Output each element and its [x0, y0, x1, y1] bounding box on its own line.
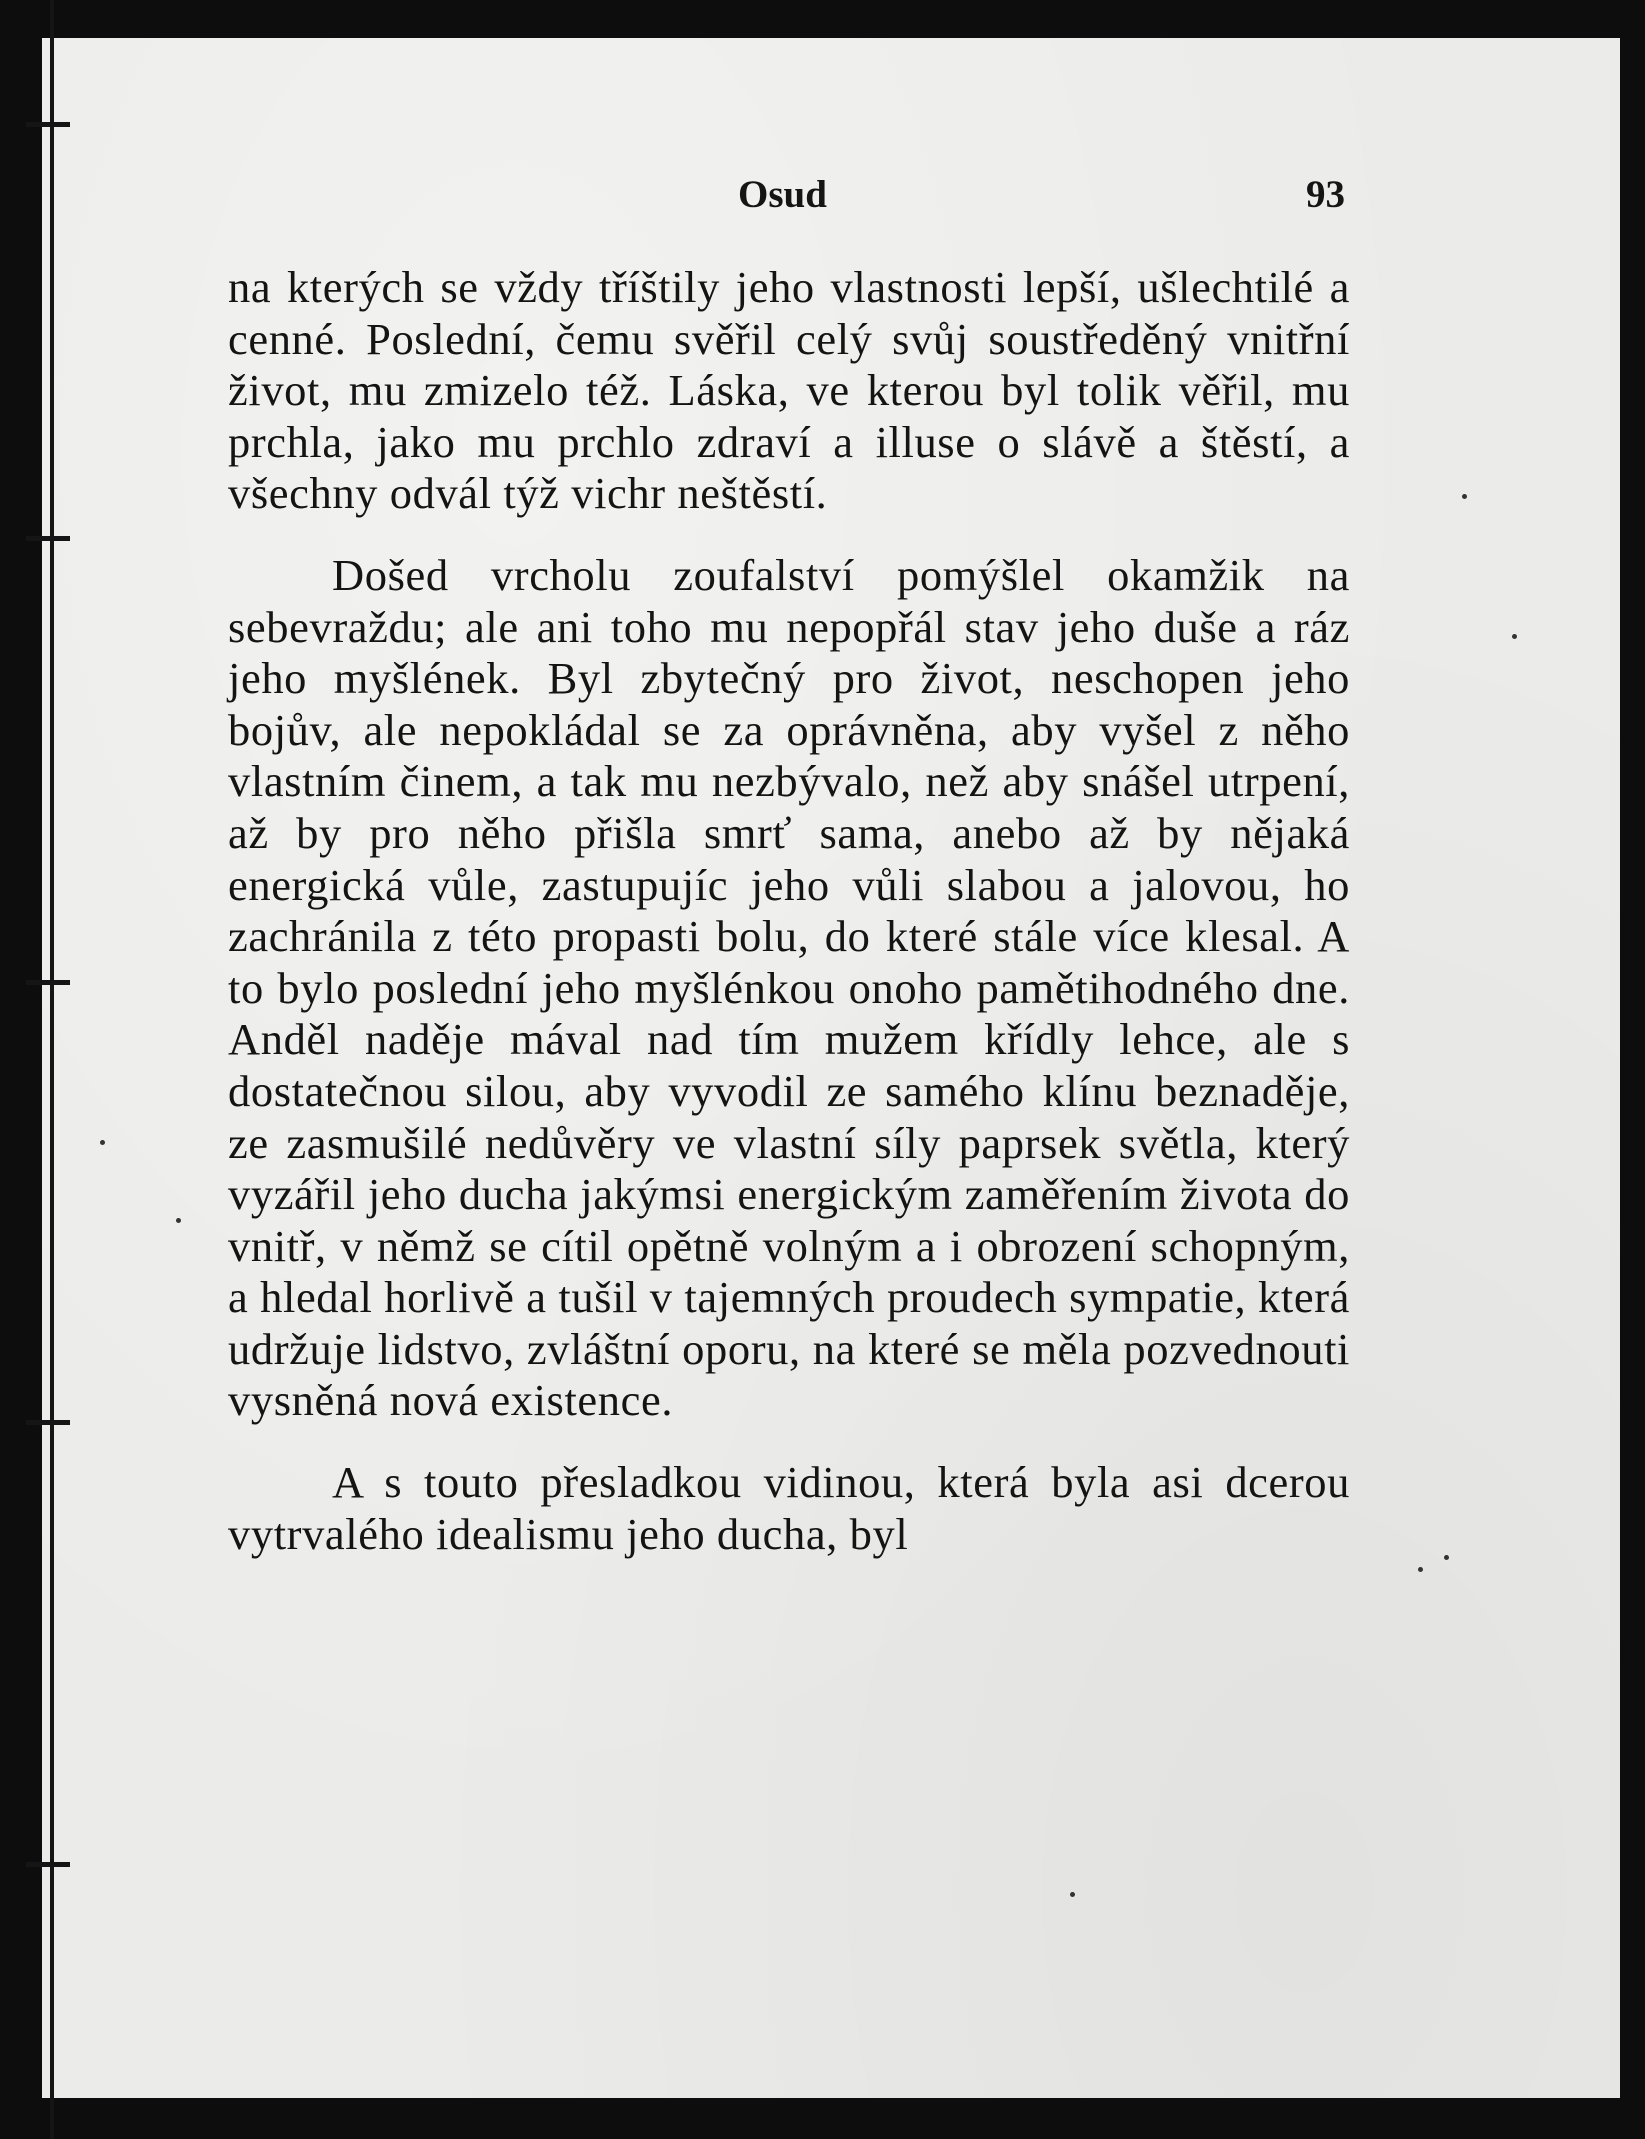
paragraph: na kterých se vždy tříštily jeho vlastnosti lepší, ušlechtilé a cenné. Poslední, čemu svěřil celý svůj soustředěný vnitřní život, mu zmizelo též. Láska, ve kterou byl tolik věřil, mu prchla, jako mu prchlo zdraví a illuse o slávě a štěstí, a všechny odvál týž vichr neštěstí.: [228, 262, 1350, 519]
paragraph: A s touto přesladkou vidinou, která byla asi dcerou vytrvalého idealismu jeho ducha, byl: [228, 1457, 1350, 1559]
binding-stitch: [26, 1862, 70, 1867]
paper-speck: [1512, 634, 1517, 639]
binding-stitch: [26, 122, 70, 127]
page-number: 93: [1306, 173, 1345, 216]
binding-threads: [0, 0, 60, 2139]
paper-speck: [1444, 1555, 1449, 1560]
paper-speck: [1070, 1892, 1075, 1897]
binding-stitch: [26, 980, 70, 985]
binding-thread: [50, 0, 54, 2139]
chapter-title: Osud: [738, 173, 827, 216]
paragraph: Došed vrcholu zoufalství pomýšlel okamžik na sebevraždu; ale ani toho mu nepopřál stav jeho duše a ráz jeho myšlének. Byl zbytečný pro život, neschopen jeho bojův, ale nepokládal se za oprávněna, aby vyšel z něho vlastním činem, a tak mu nezbývalo, než aby snášel utrpení, až by pro něho přišla smrť sama, anebo až by nějaká energická vůle, zastupujíc jeho vůli slabou a jalovou, ho zachránila z této propasti bolu, do které stále více klesal. A to bylo poslední jeho myšlénkou onoho pamětihodného dne. Anděl naděje mával nad tím mužem křídly lehce, ale s dostatečnou silou, aby vyvodil ze samého klínu beznaděje, ze zasmušilé nedůvěry ve vlastní síly paprsek světla, který vyzářil jeho ducha jakýmsi energickým zaměřením života do vnitř, v němž se cítil opětně volným a i obrození schopným, a hledal horlivě a tušil v tajemných proudech sympatie, která udržuje lidstvo, zvláštní oporu, na které se měla pozvednouti vysněná nová existence.: [228, 549, 1350, 1426]
paper-speck: [1462, 494, 1467, 499]
paper-speck: [100, 1140, 105, 1145]
binding-stitch: [26, 1420, 70, 1425]
paper-speck: [176, 1218, 181, 1223]
body-text: [228, 262, 1350, 1560]
binding-stitch: [26, 536, 70, 541]
paper-speck: [1418, 1567, 1423, 1572]
